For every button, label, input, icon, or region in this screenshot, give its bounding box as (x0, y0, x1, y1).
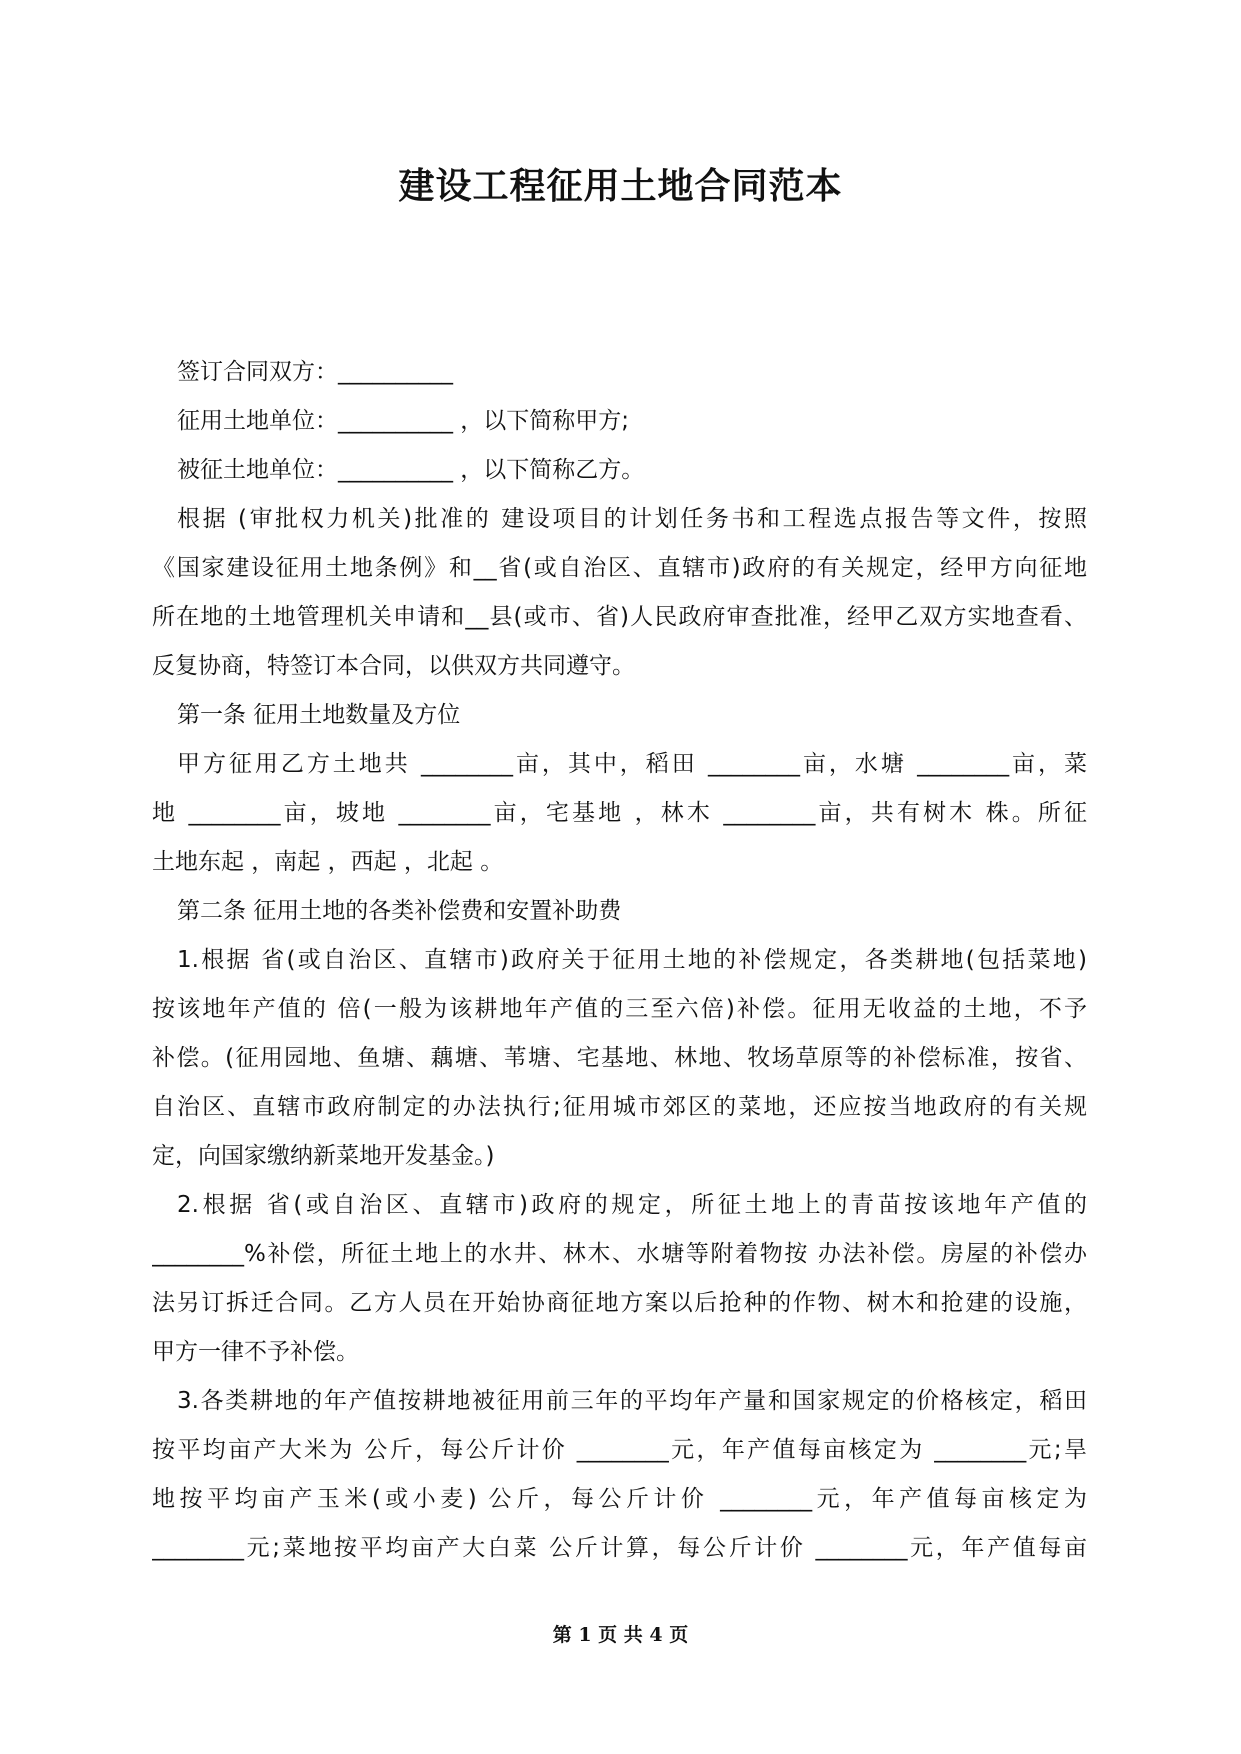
text-line: 根据 (审批权力机关)批准的 建设项目的计划任务书和工程选点报告等文件，按照 (177, 506, 1087, 532)
text-line: 《国家建设征用土地条例》和__省(或自治区、直辖市)政府的有关规定，经甲方向征地 (152, 555, 1087, 581)
text-line: 地 ________亩，坡地 ________亩，宅基地 ，林木 ________亩，共有树木 株。所征 (152, 800, 1087, 826)
text-line: ________%补偿，所征土地上的水井、林木、水塘等附着物按 办法补偿。房屋的补偿办 (152, 1241, 1087, 1267)
text-line: 土地东起 ，南起 ，西起 ，北起 。 (152, 849, 504, 875)
text-line: 甲方一律不予补偿。 (152, 1339, 359, 1365)
text-line: 按平均亩产大米为 公斤，每公斤计价 ________元，年产值每亩核定为 ________元;旱 (152, 1437, 1087, 1463)
text-line: 签订合同双方：__________ (177, 359, 453, 385)
page-footer: 第 1 页 共 4 页 (552, 1624, 689, 1646)
text-line: 第一条 征用土地数量及方位 (177, 702, 461, 728)
text-line: 定，向国家缴纳新菜地开发基金。) (152, 1143, 495, 1169)
text-line: 所在地的土地管理机关申请和__县(或市、省)人民政府审查批准，经甲乙双方实地查看、 (152, 604, 1087, 630)
text-line: 补偿。(征用园地、鱼塘、藕塘、苇塘、宅基地、林地、牧场草原等的补偿标准，按省、 (152, 1045, 1087, 1071)
text-line: 法另订拆迁合同。乙方人员在开始协商征地方案以后抢种的作物、树木和抢建的设施， (152, 1290, 1087, 1316)
text-line: 第二条 征用土地的各类补偿费和安置补助费 (177, 898, 622, 924)
text-line: 甲方征用乙方土地共 ________亩，其中，稻田 ________亩，水塘 ________亩，菜 (177, 751, 1087, 777)
text-line: 反复协商，特签订本合同，以供双方共同遵守。 (152, 653, 635, 679)
document-title: 建设工程征用土地合同范本 (398, 166, 843, 207)
text-line: 2.根据 省(或自治区、直辖市)政府的规定，所征土地上的青苗按该地年产值的 (177, 1192, 1087, 1218)
text-line: 1.根据 省(或自治区、直辖市)政府关于征用土地的补偿规定，各类耕地(包括菜地) (177, 947, 1087, 973)
text-line: 地按平均亩产玉米(或小麦) 公斤，每公斤计价 ________元，年产值每亩核定为 (152, 1486, 1087, 1512)
document-body (152, 348, 1087, 1573)
text-line: 自治区、直辖市政府制定的办法执行;征用城市郊区的菜地，还应按当地政府的有关规 (152, 1094, 1087, 1120)
text-line: 按该地年产值的 倍(一般为该耕地年产值的三至六倍)补偿。征用无收益的土地，不予 (152, 996, 1087, 1022)
text-line: 3.各类耕地的年产值按耕地被征用前三年的平均年产量和国家规定的价格核定，稻田 (177, 1388, 1087, 1414)
text-line: 被征土地单位：__________ ，以下简称乙方。 (177, 457, 645, 483)
text-line: ________元;菜地按平均亩产大白菜 公斤计算，每公斤计价 ________元，年产值每亩 (152, 1535, 1087, 1561)
text-line: 征用土地单位：__________ ，以下简称甲方; (177, 408, 630, 434)
